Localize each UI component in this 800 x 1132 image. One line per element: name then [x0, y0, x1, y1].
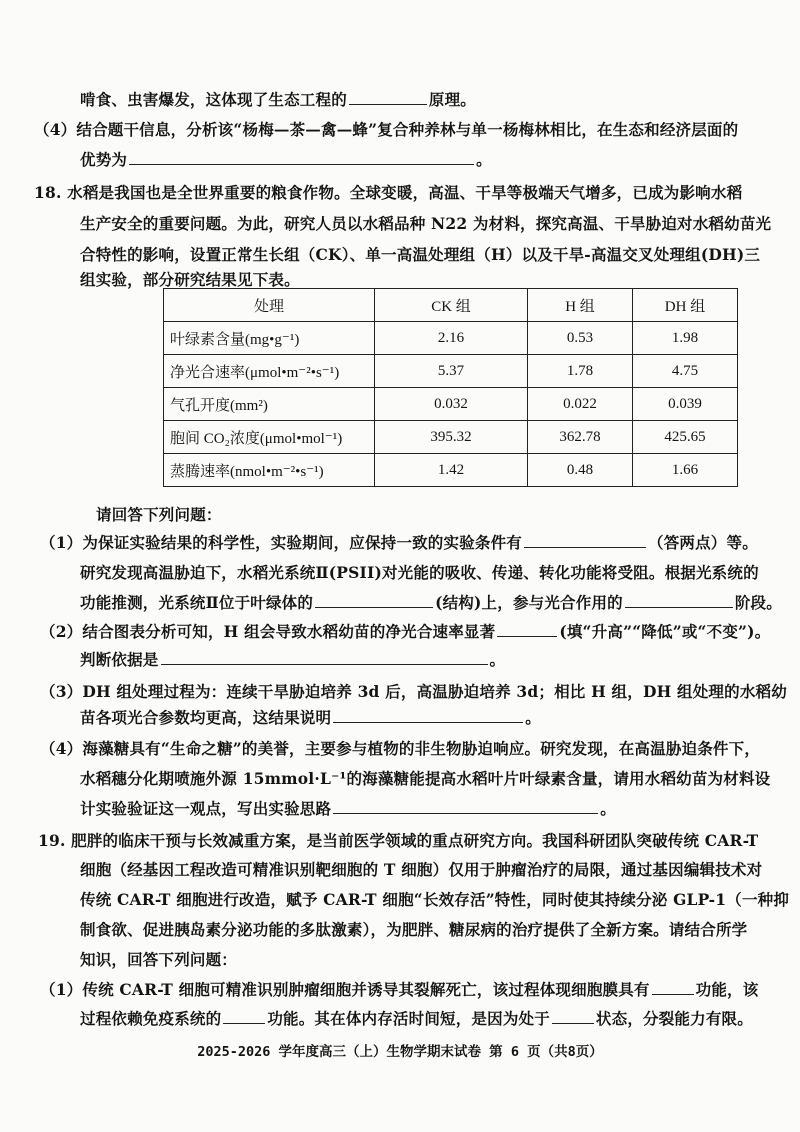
- q18-4-line-3: 计实验验证这一观点，写出实验思路 。: [80, 799, 616, 818]
- cell-dh: 0.039: [633, 388, 738, 421]
- header-h: H 组: [528, 289, 633, 322]
- q19-stem-4: 制食欲、促进胰岛素分泌功能的多肽激素），为肥胖、糖尿病的治疗提供了全新方案。请结合所学: [80, 920, 748, 939]
- q19-stem-2: 细胞（经基因工程改造可精准识别靶细胞的 T 细胞）仅用于肿瘤治疗的局限，通过基因编辑技术对: [80, 860, 763, 879]
- cell-h: 1.78: [528, 355, 633, 388]
- results-table: [163, 288, 738, 487]
- answer-blank[interactable]: [333, 799, 598, 814]
- cell-ck: 395.32: [375, 421, 528, 454]
- answer-blank[interactable]: [223, 1009, 265, 1024]
- answer-blank[interactable]: [129, 150, 474, 165]
- q18-4-line-1: （4）海藻糖具有“生命之糖”的美誉，主要参与植物的非生物胁迫响应。研究发现，在高温胁迫条件下，: [40, 739, 761, 758]
- row-label: 胞间 CO₂浓度(μmol•mol⁻¹): [164, 421, 375, 454]
- cell-ck: 2.16: [375, 322, 528, 355]
- q18-stem-1: 18. 水稻是我国也是全世界重要的粮食作物。全球变暖，高温、干旱等极端天气增多，已成为影响水稻: [34, 183, 743, 202]
- q18-2-line-1: （2）结合图表分析可知，H 组会导致水稻幼苗的净光合速率显著 (填“升高”“降低”或“不变”)。: [40, 622, 771, 641]
- answer-blank[interactable]: [315, 593, 433, 608]
- answer-blank[interactable]: [333, 708, 523, 723]
- answer-blank[interactable]: [349, 90, 427, 105]
- header-treatment: 处理: [164, 289, 375, 322]
- q18-1-line-3: 功能推测，光系统Ⅱ位于叶绿体的 (结构)上，参与光合作用的 阶段。: [80, 593, 782, 612]
- table-row: [164, 421, 738, 454]
- q19-stem-3: 传统 CAR-T 细胞进行改造，赋予 CAR-T 细胞“长效存活”特性，同时使其持续分泌 GLP-1（一种抑: [80, 890, 790, 909]
- prompt-text: 请回答下列问题：: [96, 505, 222, 524]
- cell-ck: 0.032: [375, 388, 528, 421]
- q19-stem-5: 知识，回答下列问题：: [80, 950, 238, 969]
- cell-ck: 1.42: [375, 454, 528, 487]
- q17-4-line-1: （4）结合题干信息，分析该“杨梅—茶—禽—蜂”复合种养林与单一杨梅林相比，在生态和经济层面的: [34, 120, 739, 139]
- table-row: [164, 388, 738, 421]
- answer-blank[interactable]: [161, 650, 488, 665]
- row-label: 叶绿素含量(mg•g⁻¹): [164, 322, 375, 355]
- q17-line-1: 啃食、虫害爆发，这体现了生态工程的 原理。: [80, 90, 477, 109]
- cell-dh: 1.98: [633, 322, 738, 355]
- q18-3-line-1: （3）DH 组处理过程为：连续干旱胁迫培养 3d 后，高温胁迫培养 3d；相比 H 组，DH 组处理的水稻幼: [40, 682, 787, 701]
- table-row: [164, 454, 738, 487]
- cell-ck: 5.37: [375, 355, 528, 388]
- q17-4-line-2: 优势为 。: [80, 150, 492, 169]
- q18-stem-2: 生产安全的重要问题。为此，研究人员以水稻品种 N22 为材料，探究高温、干旱胁迫对水稻幼苗光: [80, 214, 772, 233]
- q18-2-line-2: 判断依据是 。: [80, 650, 506, 669]
- cell-h: 0.022: [528, 388, 633, 421]
- q18-3-line-2: 苗各项光合参数均更高，这结果说明 。: [80, 708, 541, 727]
- q18-stem-4: 组实验，部分研究结果见下表。: [80, 270, 300, 289]
- q19-1-line-1: （1）传统 CAR-T 细胞可精准识别肿瘤细胞并诱导其裂解死亡，该过程体现细胞膜具有 功能，该: [40, 980, 759, 999]
- row-label: 净光合速率(μmol•m⁻²•s⁻¹): [164, 355, 375, 388]
- cell-dh: 4.75: [633, 355, 738, 388]
- header-ck: CK 组: [375, 289, 528, 322]
- answer-blank[interactable]: [497, 622, 557, 637]
- cell-dh: 1.66: [633, 454, 738, 487]
- table-header-row: [164, 289, 738, 322]
- cell-h: 0.53: [528, 322, 633, 355]
- table-row: [164, 355, 738, 388]
- row-label: 蒸腾速率(nmol•m⁻²•s⁻¹): [164, 454, 375, 487]
- answer-blank[interactable]: [552, 1009, 594, 1024]
- q18-1-line-2: 研究发现高温胁迫下，水稻光系统Ⅱ(PSII)对光能的吸收、传递、转化功能将受阻。根据光系统的: [80, 563, 759, 582]
- page-footer: 2025-2026 学年度高三（上）生物学期末试卷 第 6 页（共8页）: [197, 1044, 603, 1060]
- answer-blank[interactable]: [524, 533, 646, 548]
- q19-1-line-2: 过程依赖免疫系统的 功能。其在体内存活时间短，是因为处于 状态，分裂能力有限。: [80, 1009, 753, 1028]
- answer-blank[interactable]: [625, 593, 733, 608]
- header-dh: DH 组: [633, 289, 738, 322]
- cell-h: 0.48: [528, 454, 633, 487]
- answer-blank[interactable]: [652, 980, 694, 995]
- q19-stem-1: 19. 肥胖的临床干预与长效减重方案，是当前医学领域的重点研究方向。我国科研团队突破传统 CAR-T: [38, 831, 759, 850]
- cell-dh: 425.65: [633, 421, 738, 454]
- q18-stem-3: 合特性的影响，设置正常生长组（CK）、单一高温处理组（H）以及干旱-高温交叉处理组(DH)三: [80, 245, 761, 264]
- q18-4-line-2: 水稻穗分化期喷施外源 15mmol·L⁻¹的海藻糖能提高水稻叶片叶绿素含量，请用水稻幼苗为材料设: [80, 769, 771, 788]
- q18-1-line-1: （1）为保证实验结果的科学性，实验期间，应保持一致的实验条件有 （答两点）等。: [40, 533, 758, 552]
- table-row: [164, 322, 738, 355]
- cell-h: 362.78: [528, 421, 633, 454]
- row-label: 气孔开度(mm²): [164, 388, 375, 421]
